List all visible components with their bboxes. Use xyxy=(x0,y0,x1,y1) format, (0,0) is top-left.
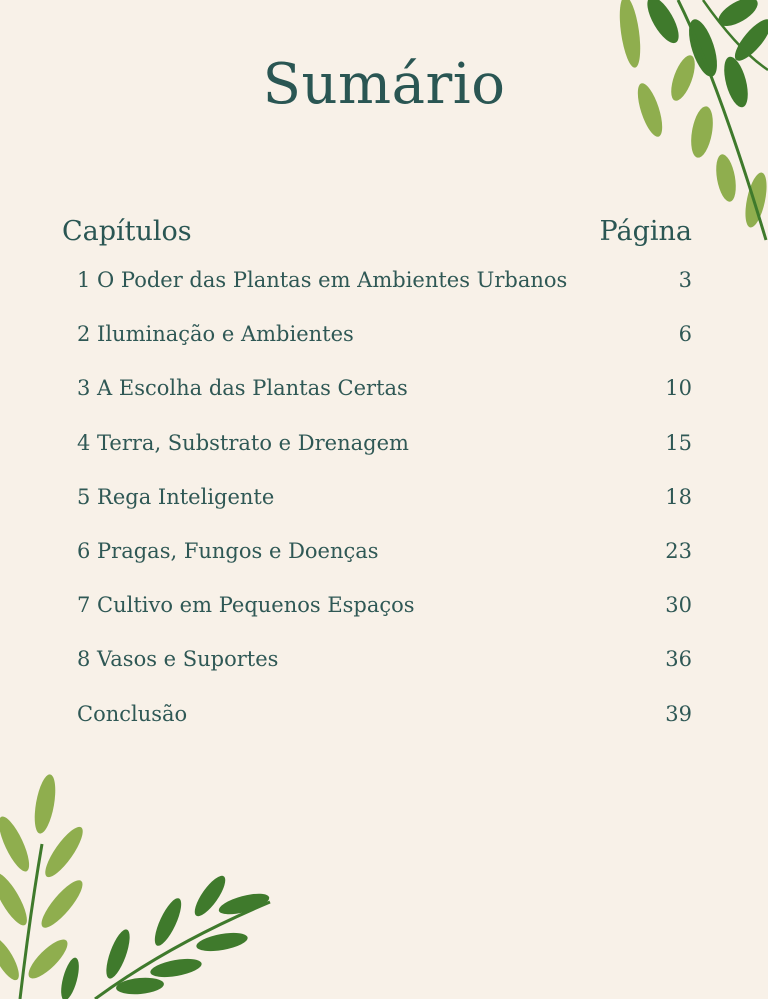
table-of-contents xyxy=(62,216,692,741)
toc-entry[interactable] xyxy=(62,524,692,578)
toc-entry-page: 36 xyxy=(665,647,692,672)
toc-entry-page: 10 xyxy=(665,376,692,401)
toc-entry-page: 30 xyxy=(665,593,692,618)
toc-entry[interactable] xyxy=(62,416,692,470)
toc-entry-label: 5 Rega Inteligente xyxy=(77,484,275,509)
toc-entry-label: 1 O Poder das Plantas em Ambientes Urbanos xyxy=(77,268,568,292)
toc-entry[interactable] xyxy=(62,578,692,632)
toc-entry-page: 23 xyxy=(665,538,692,563)
toc-entry-label: 8 Vasos e Suportes xyxy=(77,647,279,672)
chapters-column-header: Capítulos xyxy=(62,216,192,247)
toc-entry[interactable] xyxy=(62,687,692,741)
toc-entry-label: 3 A Escolha das Plantas Certas xyxy=(77,376,408,401)
toc-entry[interactable] xyxy=(62,307,692,361)
toc-entry-label: 7 Cultivo em Pequenos Espaços xyxy=(77,593,415,618)
toc-entry[interactable] xyxy=(62,632,692,686)
toc-header xyxy=(62,216,692,247)
toc-entry-label: Conclusão xyxy=(77,701,188,726)
toc-entry[interactable] xyxy=(62,361,692,415)
page-column-header: Página xyxy=(599,216,692,247)
toc-entry[interactable] xyxy=(62,470,692,524)
toc-entry-label: 4 Terra, Substrato e Drenagem xyxy=(77,430,409,455)
toc-entry[interactable] xyxy=(62,253,692,307)
toc-entry-label: 6 Pragas, Fungos e Doenças xyxy=(77,538,379,563)
leaf-branch-top-decoration xyxy=(608,0,768,245)
toc-entry-page: 18 xyxy=(665,484,692,509)
page-title: Sumário xyxy=(262,52,506,117)
toc-entry-page: 3 xyxy=(678,268,692,292)
toc-entry-label: 2 Iluminação e Ambientes xyxy=(77,322,354,347)
toc-entry-page: 15 xyxy=(665,430,692,455)
toc-entry-page: 6 xyxy=(678,322,692,347)
leaf-branch-bottom-decoration xyxy=(0,774,290,999)
toc-entry-page: 39 xyxy=(665,701,692,726)
